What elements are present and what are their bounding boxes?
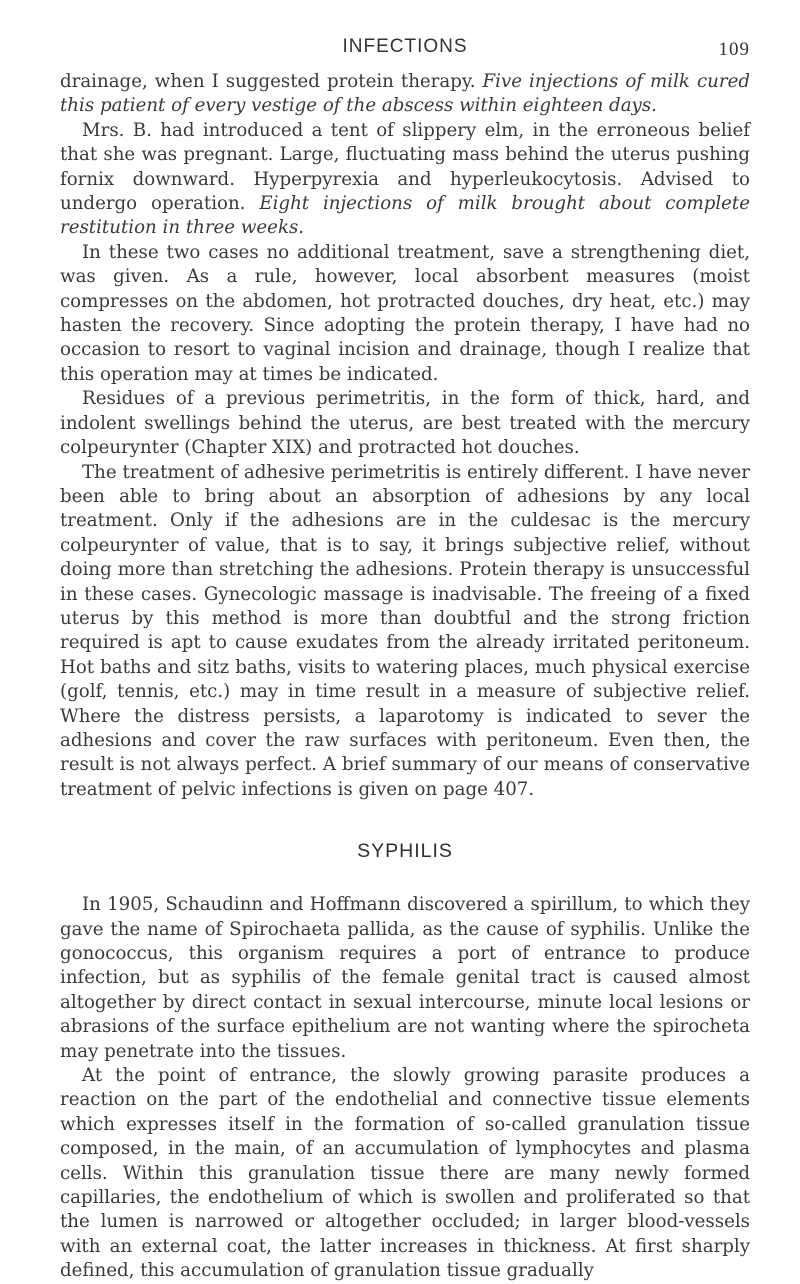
running-head: [60, 36, 750, 70]
paragraph-italic-text: Eight injections of milk brought about complete restitution in three weeks.: [60, 193, 750, 239]
paragraph-italic-text: Five injections of milk cured this patient of every vestige of the abscess within eighteen days.: [60, 71, 750, 117]
paragraph: At the point of entrance, the slowly growing parasite produces a reaction on the part of the endothelial and connective tissue elements which expresses itself in the formation of so-called granulation tissue composed, in the main, of an accumulation of lymphocytes and plasma cells. Within this granulation tissue there are many newly formed capillaries, the endothelium of which is swollen and proliferated so that the lumen is narrowed or altogether occluded; in larger blood-vessels with an external coat, the latter increases in thickness. At first sharply defined, this accumulation of granulation tissue gradually: [60, 1065, 750, 1282]
paragraph: The treatment of adhesive perimetritis is entirely different. I have never been able to bring about an absorption of adhesions by any local treatment. Only if the adhesions are in the culdesac is the mercury colpeurynter of value, that is to say, it brings subjective relief, without doing more than stretching the adhesions. Protein therapy is unsuccessful in these cases. Gynecologic massage is inadvisable. The freeing of a fixed uterus by this method is more than doubtful and the strong friction required is apt to cause exudates from the already irritated peritoneum. Hot baths and sitz baths, visits to watering places, much physical exercise (golf, tennis, etc.) may in time result in a measure of subjective relief. Where the distress persists, a laparotomy is indicated to sever the adhesions and cover the raw surfaces with peritoneum. Even then, the result is not always perfect. A brief summary of our means of conservative treatment of pelvic infections is given on page 407.: [60, 461, 750, 800]
paragraph: Residues of a previous perimetritis, in the form of thick, hard, and indolent swellings behind the uterus, are best treated with the mercury colpeurynter (Chapter XIX) and protracted hot douches.: [60, 388, 750, 459]
paragraph: In these two cases no additional treatment, save a strengthening diet, was given. As a rule, however, local absorbent measures (moist compresses on the abdomen, hot protracted douches, dry heat, etc.) may hasten the recovery. Since adopting the protein therapy, I have had no occasion to resort to vaginal incision and drainage, though I realize that this operation may at times be indicated.: [60, 241, 750, 385]
book-page: [60, 36, 750, 1284]
paragraph-text: Mrs. B. had introduced a tent of slippery elm, in the erroneous belief that she was pregnant. Large, fluctuating mass behind the uterus pushing fornix downward. Hyperpyrexia and hyperleukocytosis. Advised to undergo operation.: [60, 119, 750, 215]
paragraph: [60, 119, 750, 241]
paragraph: In 1905, Schaudinn and Hoffmann discovered a spirillum, to which they gave the name of Spirochaeta pallida, as the cause of syphilis. Unlike the gonococcus, this organism requires a port of entrance to produce infection, but as syphilis of the female genital tract is caused almost altogether by direct contact in sexual intercourse, minute local lesions or abrasions of the surface epithelium are not wanting where the spirocheta may penetrate into the tissues.: [60, 894, 750, 1062]
running-title: INFECTIONS: [342, 36, 468, 57]
body-text: [60, 70, 750, 1284]
page-number: 109: [718, 39, 750, 60]
paragraph-continued: [60, 70, 750, 119]
paragraph-text: drainage, when I suggested protein therapy.: [60, 71, 483, 92]
section-heading: SYPHILIS: [357, 840, 453, 863]
